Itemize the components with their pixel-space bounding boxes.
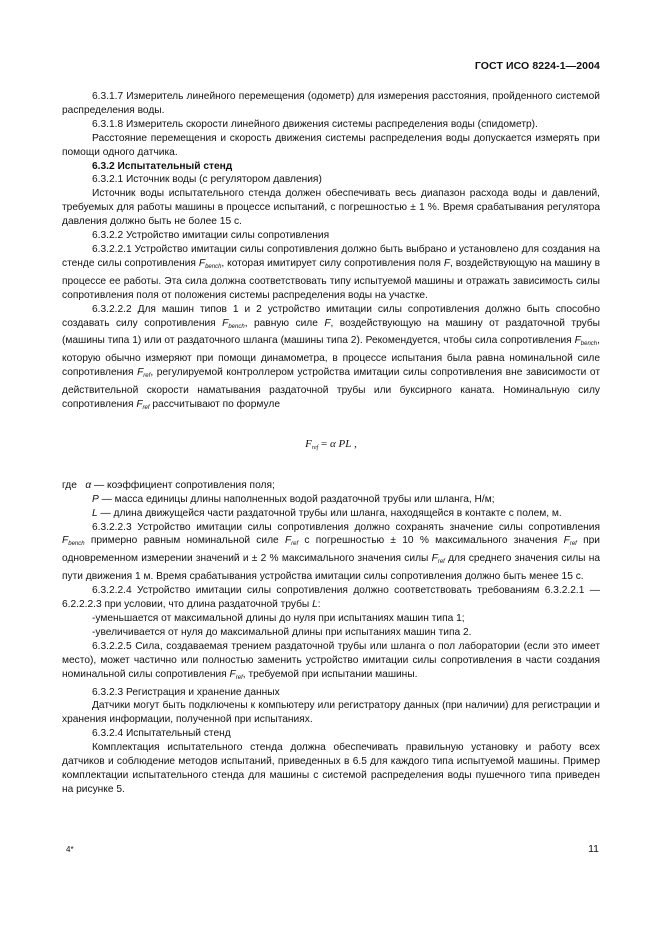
where-l: L — длина движущейся части раздаточной трубы или шланга, находящейся в контакте с полем, м. xyxy=(92,507,562,519)
page-number: 11 xyxy=(588,843,599,855)
symbol-f-ref: $F_{ref}$ xyxy=(136,399,150,412)
symbol-f-ref: $F_{ref}$ xyxy=(284,535,299,548)
paragraph-test-stand: Комплектация испытательного стенда должна обеспечивать правильную установку и работу всех датчиков и соблюдение методов испытаний, приведенных в 6.5 для каждого типа испытуемой машины. Пример комплектации испытательного стенда для машины с системой распределения воды пушечного типа приведен на рисунке 5. xyxy=(62,742,600,795)
subheading-test-stand: 6.3.2.4 Испытательный стенд xyxy=(92,728,231,740)
symbol-f-bench: $F_{bench}$ xyxy=(574,335,598,348)
paragraph-data-recording: Датчики могут быть подключены к компьютеру или регистратору данных (при наличии) для регистрации и хранения информации, полученной при испытаниях. xyxy=(62,700,600,726)
paragraph-distance-speed: Расстояние перемещения и скорость движения системы распределения воды допускается измерять при помощи одного датчика. xyxy=(62,132,600,158)
subheading-water-source: 6.3.2.1 Источник воды (с регулятором давления) xyxy=(92,174,322,186)
symbol-f-bench: $F_{bench}$ xyxy=(222,317,245,330)
symbol-f-ref: $F_{ref}$ xyxy=(563,535,577,548)
symbol-f-ref: $F_{ref}$ xyxy=(431,553,445,566)
paragraph-water-source: Источник воды испытательного стенда должен обеспечивать весь диапазон расхода воды и давлений, требуемых для работы машины в процессе испытаний, с погрешностью ± 1 %. Время срабатывания регулятора давления должно быть не более 15 с. xyxy=(62,188,600,228)
standard-header: ГОСТ ИСО 8224-1—2004 xyxy=(474,60,600,72)
paragraph-6-3-2-2-1: 6.3.2.2.1 Устройство имитации силы сопротивления должно быть выбрано и установлено для создания на стенде силы сопротивления $F_{bench}$, которая имитирует силу сопротивления поля F, воздействующую на машину в процессе ее работы. Эта сила должна соответствовать типу испытуемой машины и отражать зависимость силы сопротивления поля от положения системы распределения воды на участке. xyxy=(62,243,601,301)
paragraph-6-3-1-7: 6.3.1.7 Измеритель линейного перемещения (одометр) для измерения расстояния, пройденного системой распределения воды. xyxy=(62,91,600,116)
where-alpha: где α — коэффициент сопротивления поля; xyxy=(62,479,275,491)
document-body xyxy=(62,90,600,797)
symbol-f-ref: $F_{ref}$ xyxy=(137,367,151,380)
symbol-f-bench: $F_{bench}$ xyxy=(62,535,85,548)
list-item-decrease: -уменьшается от максимальной длины до нуля при испытаниях машин типа 1; xyxy=(92,613,465,624)
paragraph-6-3-1-8: 6.3.1.8 Измеритель скорости линейного движения системы распределения воды (спидометр). xyxy=(92,118,538,130)
subheading-data-recording: 6.3.2.3 Регистрация и хранение данных xyxy=(92,686,280,698)
paragraph-6-3-2-2-3: 6.3.2.2.3 Устройство имитации силы сопротивления должно сохранять значение силы сопротивления $F_{bench}$ примерно равным номинальной силе $F_{ref}$ с погрешностью ± 10 % максимального значения $F_{ref}$ при одновременном измерении значений и ± 2 % максимального значения силы $F_{ref}$ для среднего значения силы на пути движения 1 м. Время срабатывания устройства имитации силы сопротивления должно быть менее 15 с. xyxy=(62,521,600,583)
footer-mark: 4* xyxy=(66,845,74,854)
formula-f-ref: $F_{ref} = \alpha$ PL , xyxy=(305,437,357,451)
symbol-f: F xyxy=(443,257,451,269)
symbol-f-ref: $F_{ref}$ xyxy=(229,668,243,681)
paragraph-6-3-2-2-2: 6.3.2.2.2 Для машин типов 1 и 2 устройство имитации силы сопротивления должно быть способно создавать силу сопротивления $F_{bench}$, равную силе F, воздействующую на машину от раздаточной трубы (машины типа 1) или от раздаточного шланга (машины типа 2). Рекомендуется, чтобы сила сопротивления $F_{bench}$, которую обычно измеряют при помощи динамометра, в процессе испытания была равна номинальной силе сопротивления $F_{ref}$, регулируемой контроллером устройства имитации силы сопротивления вне зависимости от действительной скорости наматывания раздаточной трубы или буксирного каната. Номинальную силу сопротивления $F_{ref}$ рассчитывают по формуле xyxy=(62,303,600,412)
symbol-f-bench: $F_{bench}$ xyxy=(198,257,222,270)
paragraph-6-3-2-2-4: 6.3.2.2.4 Устройство имитации силы сопротивления должно соответствовать требованиям 6.3.2.2.1 — 6.2.2.2.3 при условии, что длина раздаточной трубы L: xyxy=(62,585,600,611)
subheading-resistance-device: 6.3.2.2 Устройство имитации силы сопротивления xyxy=(92,230,330,242)
list-item-increase: -увеличивается от нуля до максимальной длины при испытаниях машин типа 2. xyxy=(92,626,472,638)
paragraph-6-3-2-2-5: 6.3.2.2.5 Сила, создаваемая трением раздаточной трубы или шланга о пол лаборатории (если это имеет место), может частично или полностью заменить устройство имитации силы сопротивления в части создания номинальной силы сопротивления $F_{ref}$, требуемой при испытании машины. xyxy=(62,640,600,681)
where-p: P — масса единицы длины наполненных водой раздаточной трубы или шланга, Н/м; xyxy=(92,493,495,505)
section-heading-test-stand: 6.3.2 Испытательный стенд xyxy=(92,160,233,172)
symbol-l: L xyxy=(312,599,318,611)
symbol-f: F xyxy=(324,317,331,329)
